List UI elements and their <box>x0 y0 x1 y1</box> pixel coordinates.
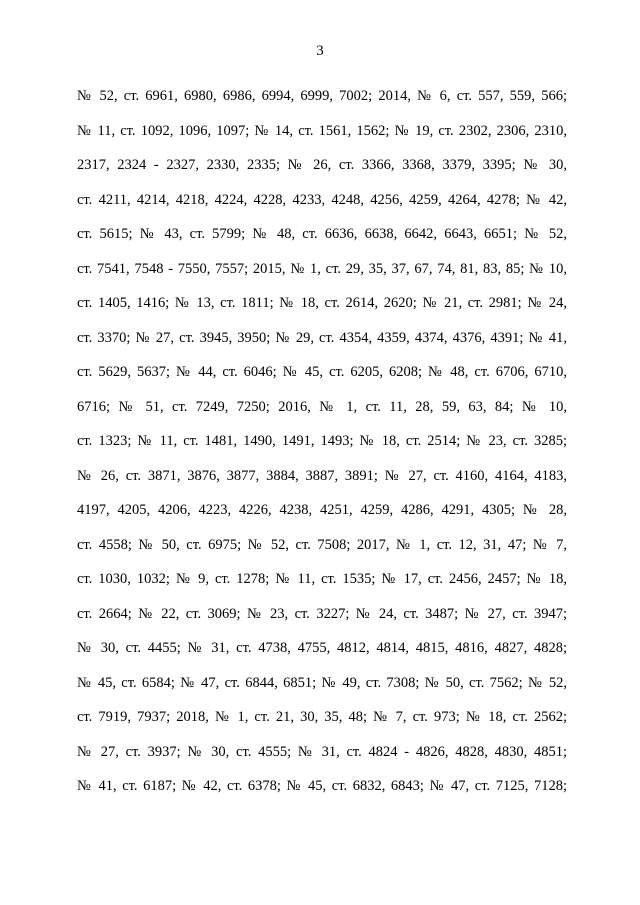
text-line: № 26, ст. 3871, 3876, 3877, 3884, 3887, 3891; № 27, ст. 4160, 4164, 4183, <box>77 467 567 484</box>
text-line: ст. 3370; № 27, ст. 3945, 3950; № 29, ст. 4354, 4359, 4374, 4376, 4391; № 41, <box>77 329 567 346</box>
text-line: ст. 4211, 4214, 4218, 4224, 4228, 4233, 4248, 4256, 4259, 4264, 4278; № 42, <box>77 191 567 208</box>
text-line: № 11, ст. 1092, 1096, 1097; № 14, ст. 1561, 1562; № 19, ст. 2302, 2306, 2310, <box>77 122 567 139</box>
text-line: № 52, ст. 6961, 6980, 6986, 6994, 6999, 7002; 2014, № 6, ст. 557, 559, 566; <box>77 88 567 104</box>
text-line: № 30, ст. 4455; № 31, ст. 4738, 4755, 4812, 4814, 4815, 4816, 4827, 4828; <box>77 640 567 656</box>
text-line: ст. 1323; № 11, ст. 1481, 1490, 1491, 1493; № 18, ст. 2514; № 23, ст. 3285; <box>77 433 567 449</box>
text-line: № 45, ст. 6584; № 47, ст. 6844, 6851; № 49, ст. 7308; № 50, ст. 7562; № 52, <box>77 674 567 691</box>
text-line: 6716; № 51, ст. 7249, 7250; 2016, № 1, ст. 11, 28, 59, 63, 84; № 10, <box>77 398 567 415</box>
text-line: ст. 7919, 7937; 2018, № 1, ст. 21, 30, 35, 48; № 7, ст. 973; № 18, ст. 2562; <box>77 709 567 725</box>
text-line: ст. 5629, 5637; № 44, ст. 6046; № 45, ст. 6205, 6208; № 48, ст. 6706, 6710, <box>77 364 567 380</box>
body-text <box>77 86 567 811</box>
text-line: ст. 1030, 1032; № 9, ст. 1278; № 11, ст. 1535; № 17, ст. 2456, 2457; № 18, <box>77 571 567 587</box>
text-line: ст. 7541, 7548 - 7550, 7557; 2015, № 1, ст. 29, 35, 37, 67, 74, 81, 83, 85; № 10, <box>77 260 567 277</box>
page-number: 3 <box>316 43 324 59</box>
text-line: № 27, ст. 3937; № 30, ст. 4555; № 31, ст. 4824 - 4826, 4828, 4830, 4851; <box>77 743 567 760</box>
text-line: ст. 5615; № 43, ст. 5799; № 48, ст. 6636, 6638, 6642, 6643, 6651; № 52, <box>77 226 567 242</box>
text-line: № 41, ст. 6187; № 42, ст. 6378; № 45, ст. 6832, 6843; № 47, ст. 7125, 7128; <box>77 778 567 794</box>
text-line: ст. 2664; № 22, ст. 3069; № 23, ст. 3227; № 24, ст. 3487; № 27, ст. 3947; <box>77 605 567 622</box>
text-line: 2317, 2324 - 2327, 2330, 2335; № 26, ст. 3366, 3368, 3379, 3395; № 30, <box>77 157 567 173</box>
text-line: ст. 1405, 1416; № 13, ст. 1811; № 18, ст. 2614, 2620; № 21, ст. 2981; № 24, <box>77 295 567 311</box>
text-line: 4197, 4205, 4206, 4223, 4226, 4238, 4251, 4259, 4286, 4291, 4305; № 28, <box>77 502 567 518</box>
text-line: ст. 4558; № 50, ст. 6975; № 52, ст. 7508; 2017, № 1, ст. 12, 31, 47; № 7, <box>77 536 567 553</box>
